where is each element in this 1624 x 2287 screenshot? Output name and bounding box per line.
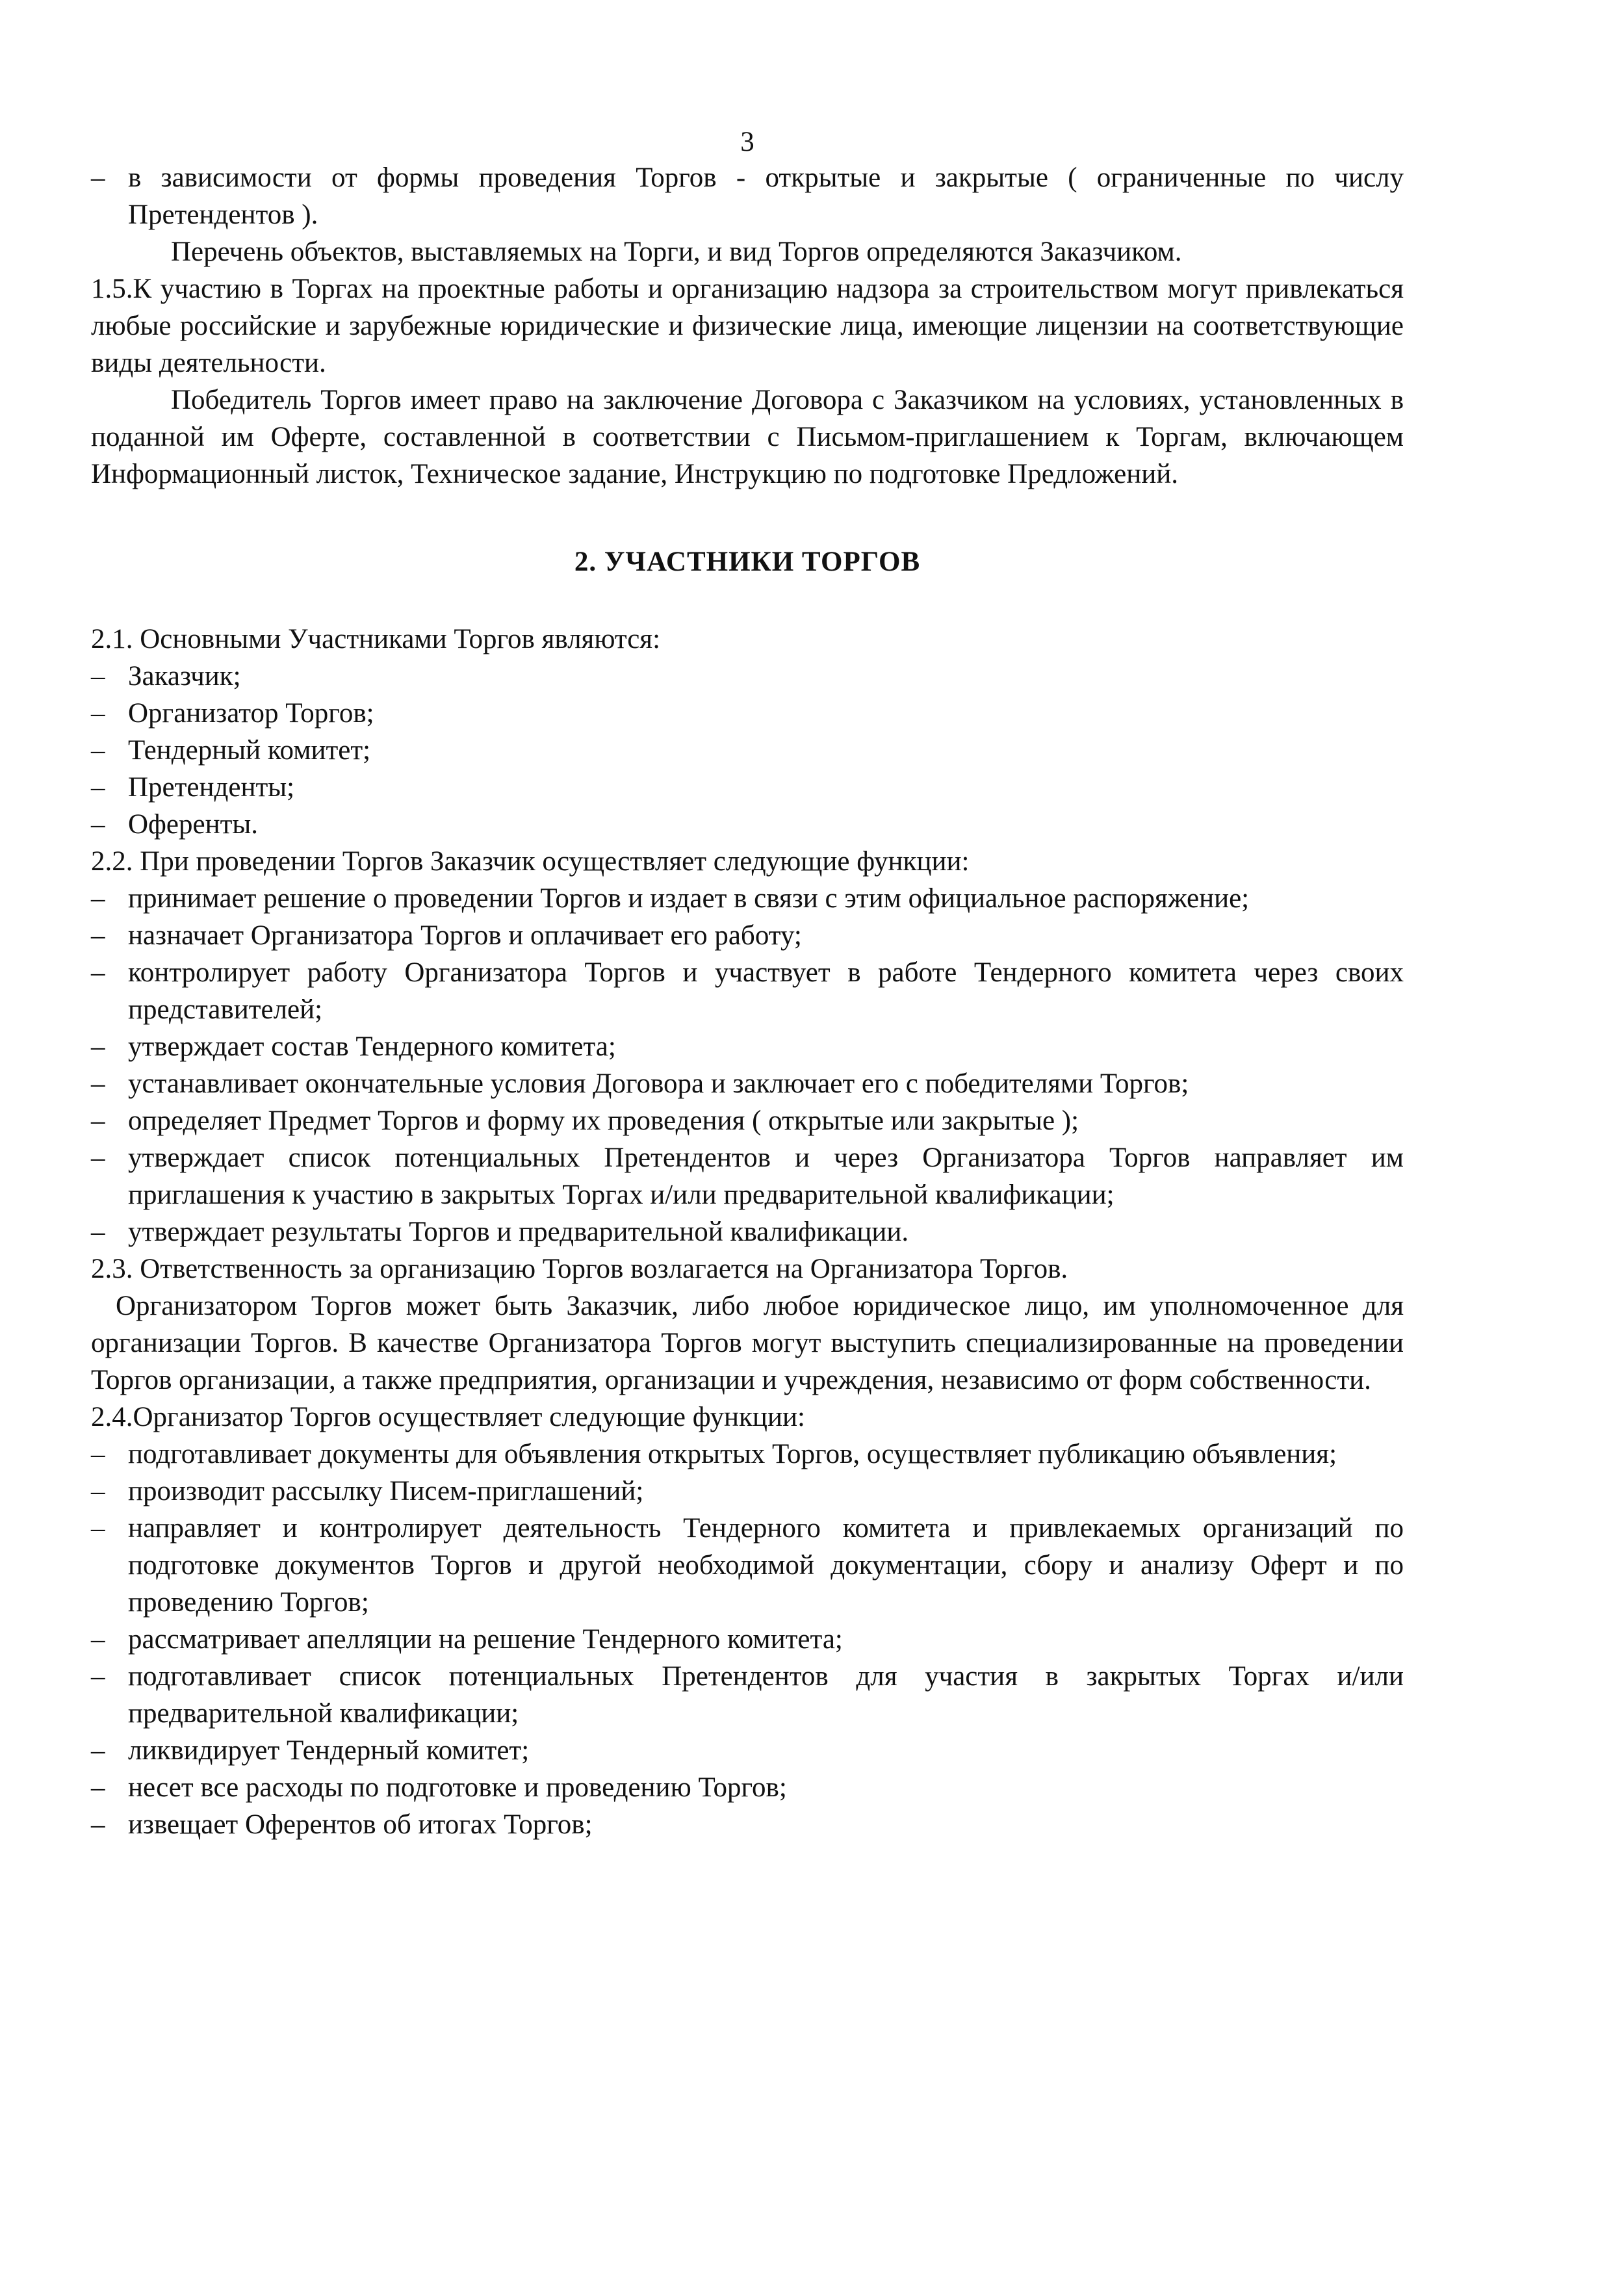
list-dash: – <box>91 957 105 988</box>
paragraph: Организатором Торгов может быть Заказчик, либо любое юридическое лицо, им уполномоченное для организации Торгов. В качестве Организатора Торгов могут выступить специализированные на проведении Торгов организации, а также предприятия, организации и учреждения, независимо от форм собственности. <box>91 1291 1404 1395</box>
list-item-text: подготавливает документы для объявления открытых Торгов, осуществляет публикацию объявления; <box>128 1439 1337 1469</box>
list-item-text: Организатор Торгов; <box>128 698 374 729</box>
paragraph: Перечень объектов, выставляемых на Торги, и вид Торгов определяются Заказчиком. <box>171 237 1182 267</box>
list-item-text: назначает Организатора Торгов и оплачивает его работу; <box>128 920 802 951</box>
list-item <box>91 1028 1404 1065</box>
list-item <box>91 917 1404 954</box>
list-item <box>91 1621 1404 1658</box>
list-item <box>91 769 1404 806</box>
list-item-text: производит рассылку Писем-приглашений; <box>128 1476 644 1506</box>
list-dash: – <box>91 1772 105 1803</box>
section-heading: 2. УЧАСТНИКИ ТОРГОВ <box>574 547 921 577</box>
list-item <box>91 954 1404 1028</box>
list-item <box>91 806 1404 843</box>
list-item-text: Заказчик; <box>128 661 241 691</box>
list-dash: – <box>91 1105 105 1136</box>
list-dash: – <box>91 162 105 193</box>
list-item <box>91 1436 1404 1473</box>
page-number: 3 <box>740 127 754 157</box>
list-dash: – <box>91 1439 105 1469</box>
list-item-text: несет все расходы по подготовке и проведению Торгов; <box>128 1772 787 1803</box>
list-dash: – <box>91 809 105 840</box>
list-item-text: ликвидирует Тендерный комитет; <box>128 1735 530 1766</box>
list-dash: – <box>91 1031 105 1062</box>
clause-title: 2.1. Основными Участниками Торгов являются: <box>91 624 661 654</box>
list-item-text: устанавливает окончательные условия Договора и заключает его с победителями Торгов; <box>128 1068 1189 1099</box>
list-item <box>91 1732 1404 1769</box>
list-item-text: направляет и контролирует деятельность Тендерного комитета и привлекаемых организаций по подготовке документов Торгов и другой необходимой документации, сбору и анализу Оферт и по проведению Торгов; <box>128 1513 1404 1618</box>
list-item-text: подготавливает список потенциальных Претендентов для участия в закрытых Торгах и/или предварительной квалификации; <box>128 1661 1404 1729</box>
list-item <box>91 1102 1404 1139</box>
list-item-text: принимает решение о проведении Торгов и издает в связи с этим официальное распоряжение; <box>128 883 1250 914</box>
list-item <box>91 1806 1404 1843</box>
list-item-text: утверждает состав Тендерного комитета; <box>128 1031 616 1062</box>
list-item <box>91 1658 1404 1732</box>
list-dash: – <box>91 1624 105 1655</box>
list-item-text: Оференты. <box>128 809 259 840</box>
list-item <box>91 880 1404 917</box>
document-body <box>91 159 1404 1843</box>
clause-title: 2.2. При проведении Торгов Заказчик осуществляет следующие функции: <box>91 846 970 877</box>
list-item-text: Тендерный комитет; <box>128 735 371 766</box>
list-item <box>91 658 1404 695</box>
list-item-text: определяет Предмет Торгов и форму их проведения ( открытые или закрытые ); <box>128 1105 1079 1136</box>
list-dash: – <box>91 735 105 766</box>
list-item <box>91 1510 1404 1621</box>
list-dash: – <box>91 1143 105 1173</box>
list-item-text: извещает Оферентов об итогах Торгов; <box>128 1809 593 1840</box>
list-item <box>91 1473 1404 1510</box>
list-dash: – <box>91 698 105 729</box>
list-dash: – <box>91 772 105 803</box>
list-item-text: в зависимости от формы проведения Торгов - открытые и закрытые ( ограниченные по числу Претендентов ). <box>128 162 1404 230</box>
list-item <box>91 732 1404 769</box>
list-item-text: утверждает результаты Торгов и предварительной квалификации. <box>128 1217 909 1247</box>
list-item <box>91 1065 1404 1102</box>
list-item-text: контролирует работу Организатора Торгов и участвует в работе Тендерного комитета через своих представителей; <box>128 957 1404 1025</box>
clause-title: 2.3. Ответственность за организацию Торгов возлагается на Организатора Торгов. <box>91 1254 1068 1284</box>
list-item <box>91 695 1404 732</box>
list-dash: – <box>91 661 105 691</box>
list-item <box>91 1213 1404 1250</box>
list-dash: – <box>91 1513 105 1544</box>
list-item <box>91 1769 1404 1806</box>
list-dash: – <box>91 1735 105 1766</box>
list-dash: – <box>91 920 105 951</box>
list-dash: – <box>91 1068 105 1099</box>
list-dash: – <box>91 1217 105 1247</box>
list-dash: – <box>91 1661 105 1692</box>
list-dash: – <box>91 1476 105 1506</box>
list-dash: – <box>91 883 105 914</box>
paragraph: Победитель Торгов имеет право на заключение Договора с Заказчиком на условиях, установленных в поданной им Оферте, составленной в соответствии с Письмом-приглашением к Торгам, включающем Информационный листок, Техническое задание, Инструкцию по подготовке Предложений. <box>91 385 1404 489</box>
list-item <box>91 1139 1404 1213</box>
list-item-text: утверждает список потенциальных Претендентов и через Организатора Торгов направляет им приглашения к участию в закрытых Торгах и/или предварительной квалификации; <box>128 1143 1404 1210</box>
list-item-text: рассматривает апелляции на решение Тендерного комитета; <box>128 1624 843 1655</box>
paragraph: 1.5.К участию в Торгах на проектные работы и организацию надзора за строительством могут привлекаться любые российские и зарубежные юридические и физические лица, имеющие лицензии на соответствующие виды деятельности. <box>91 274 1404 378</box>
list-item-text: Претенденты; <box>128 772 295 803</box>
clause-title: 2.4.Организатор Торгов осуществляет следующие функции: <box>91 1402 805 1432</box>
list-item <box>91 159 1404 233</box>
list-dash: – <box>91 1809 105 1840</box>
